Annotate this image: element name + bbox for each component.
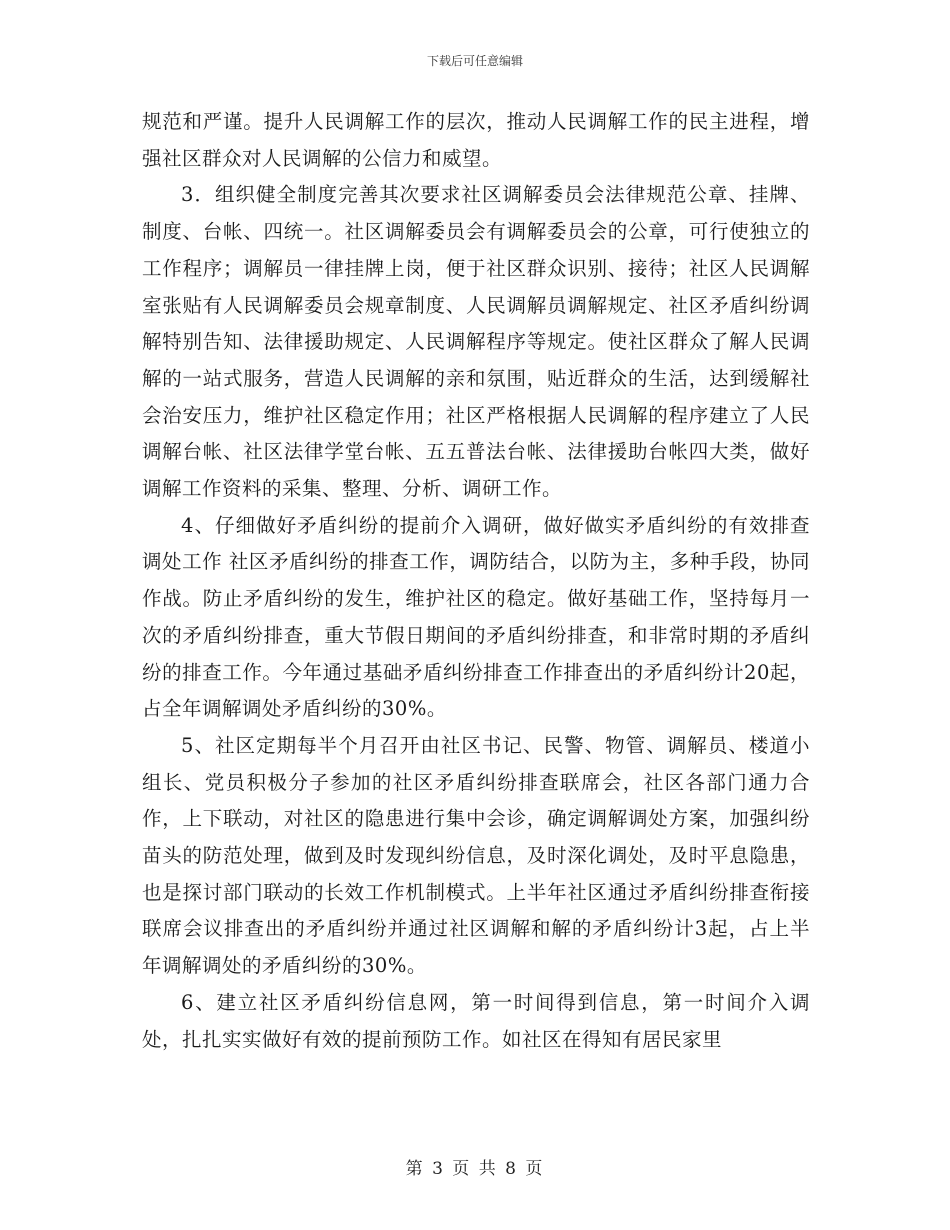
paragraph-item-5: 5、社区定期每半个月召开由社区书记、民警、物管、调解员、楼道小组长、党员积极分子参加的社区矛盾纠纷排查联席会，社区各部门通力合作，上下联动，对社区的隐患进行集中会诊，确定调解调处方案，加强纠纷苗头的防范处理，做到及时发现纠纷信息，及时深化调处，及时平息隐患，也是探讨部门联动的长效工作机制模式。上半年社区通过矛盾纠纷排查衔接联席会议排查出的矛盾纠纷并通过社区调解和解的矛盾纠纷计3起，占上半年调解调处的矛盾纠纷的30%。 xyxy=(142,733,810,978)
paragraph-item-6: 6、建立社区矛盾纠纷信息网，第一时间得到信息，第一时间介入调处，扎扎实实做好有效的提前预防工作。如社区在得知有居民家里 xyxy=(142,990,810,1051)
page-number-footer: 第 3 页 共 8 页 xyxy=(405,1159,545,1179)
page-header-note: 下载后可任意编辑 xyxy=(426,54,523,68)
paragraph-continuation: 规范和严谨。提升人民调解工作的层次，推动人民调解工作的民主进程，增强社区群众对人民调解的公信力和威望。 xyxy=(142,110,810,170)
document-body xyxy=(142,104,810,1058)
paragraph-item-3: 3．组织健全制度完善其次要求社区调解委员会法律规范公章、挂牌、制度、台帐、四统一。社区调解委员会有调解委员会的公章，可行使独立的工作程序；调解员一律挂牌上岗，便于社区群众识别、接待；社区人民调解室张贴有人民调解委员会规章制度、人民调解员调解规定、社区矛盾纠纷调解特别告知、法律援助规定、人民调解程序等规定。使社区群众了解人民调解的一站式服务，营造人民调解的亲和氛围，贴近群众的生活，达到缓解社会治安压力，维护社区稳定作用；社区严格根据人民调解的程序建立了人民调解台帐、社区法律学堂台帐、五五普法台帐、法律援助台帐四大类，做好调解工作资料的采集、整理、分析、调研工作。 xyxy=(142,183,810,501)
paragraph-item-4: 4、仔细做好矛盾纠纷的提前介入调研，做好做实矛盾纠纷的有效排查调处工作 社区矛盾纠纷的排查工作，调防结合，以防为主，多种手段，协同作战。防止矛盾纠纷的发生，维护社区的稳定。做好基础工作，坚持每月一次的矛盾纠纷排查，重大节假日期间的矛盾纠纷排查，和非常时期的矛盾纠纷的排查工作。今年通过基础矛盾纠纷排查工作排查出的矛盾纠纷计20起，占全年调解调处矛盾纠纷的30%。 xyxy=(142,513,810,721)
